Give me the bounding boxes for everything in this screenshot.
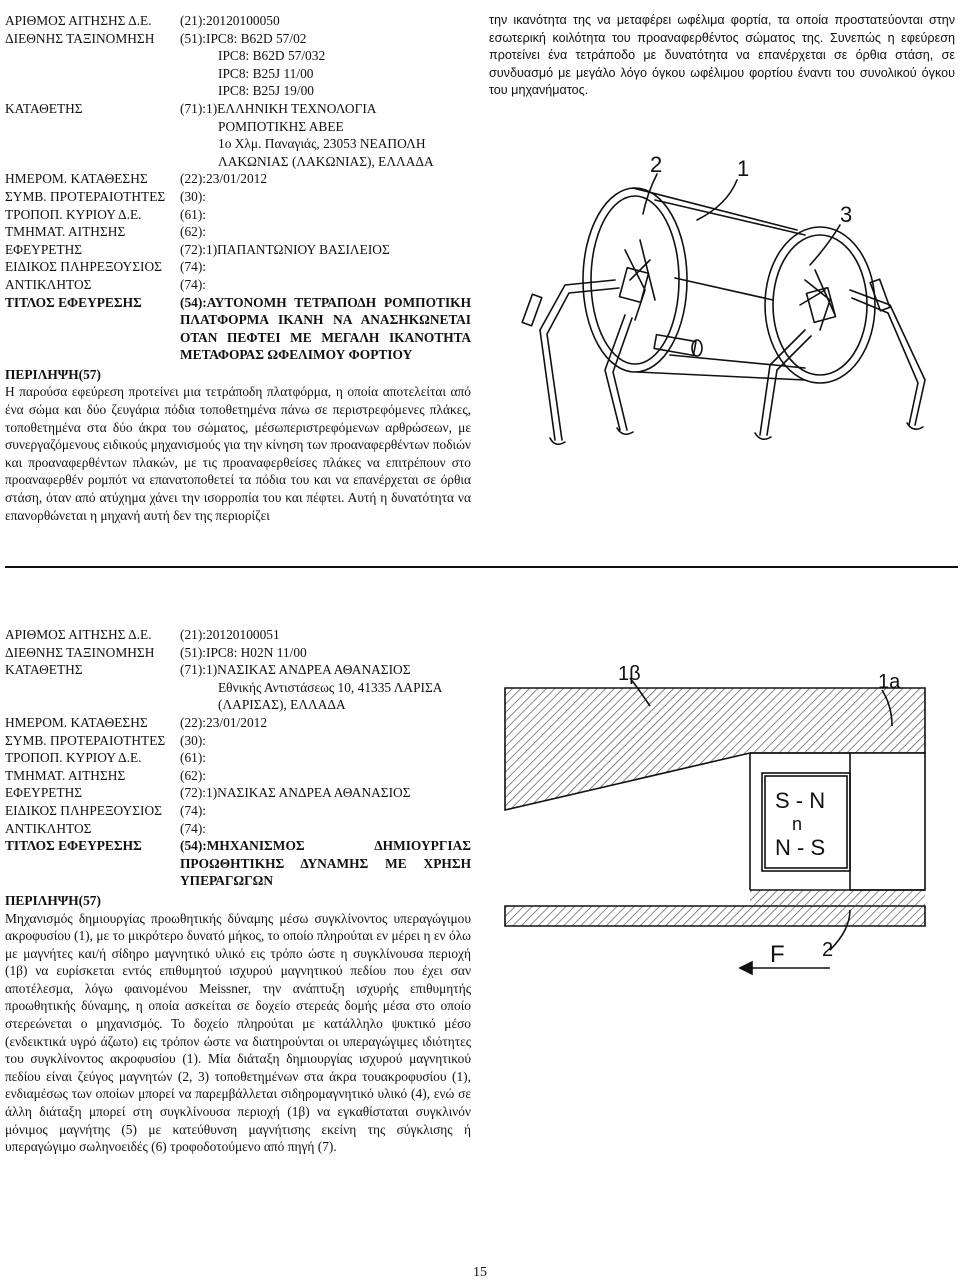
- entry2-abstract-text: Μηχανισμός δημιουργίας προωθητικής δύναμης μέσω συγκλίνοντος υπεραγώγιμου ακροφυσίου (1), με το μικρότερο δυνατό μήκος, το οποίο πληρούται εν μέρει η εν όλω με μαγνήτες και/ή σίδηρο μαγνητικό υλικό εις τρόπο ώστε η συγκλίνουσα περιοχή (1β) να ευρίσκεται εντός επιθυμητού ισχυρού μαγνητικού πεδίου που έχει σαν αποτέλεσμα, λόγω φαινομένου Meissner, την ανάπτυξη ισχυρής επιθυμητής προωθητικής δύναμης, η οποία ασκείται σε δοχείο στερεάς δομής μέσα στο οποίο στερεώνεται ο μηχανισμός. Το δοχείο πληρούται με κατάλληλο ψυκτικό μέσο (ενδεικτικά υγρό άζωτο) εις τρόπον ώστε να διατηρούνται οι υπεραγώγιμες ιδιότητες του συγκλίνοντος ακροφυσίου (1). Μία διάταξη δημιουργίας ισχυρού μαγνητικού πεδίου είναι ζεύγος μαγνητών (2, 3) τοποθετημένων στα άκρα τουακροφυσίου (1), ενδιαμέσως των οποίων μπορεί να παρεμβάλλεται σιδηρομαγνητικό υλικό (4), ενώ σε άλλη διάταξη μπορεί στη συγκλίνουσα περιοχή (1β) να εγκαθίσταται συγκλινόν μόνιμος μαγνήτης (5) με κατεύθυνση μαγνήτισης εκείνη της σύγκλισης ή υπεραγώγιμο σωληνοειδές (6) τροφοδοτούμενο από πηγή (7).: [5, 910, 471, 1155]
- entry1-title-key: ΤΙΤΛΟΣ ΕΦΕΥΡΕΣΗΣ: [5, 294, 142, 310]
- entry1-meta-value: [180, 258, 471, 276]
- entry2-title-value: (54):ΜΗΧΑΝΙΣΜΟΣ ΔΗΜΙΟΥΡΓΙΑΣ ΠΡΟΩΘΗΤΙΚΗΣ ΔΥΝΑΜΗΣ ΜΕ ΧΡΗΣΗ ΥΠΕΡΑΓΩΓΩΝ: [180, 838, 471, 889]
- entry1-meta-value-line: 1ο Χλμ. Παναγιάς, 23053 ΝΕΑΠΟΛΗ: [218, 136, 426, 152]
- entry2-nozzle-drawing: [500, 658, 940, 988]
- entry1-meta-key: ΗΜΕΡΟΜ. ΚΑΤΑΘΕΣΗΣ: [5, 171, 148, 187]
- entry2-meta-value: [180, 802, 471, 820]
- entry1-meta-value-line: (61):: [180, 206, 207, 222]
- entry1-meta-value-line: (51):IPC8: B62D 57/02: [180, 30, 307, 46]
- page-number: 15: [473, 1265, 487, 1280]
- entry2-meta-value-line: Εθνικής Αντιστάσεως 10, 41335 ΛΑΡΙΣΑ: [218, 679, 443, 695]
- entry1-meta-value-line: (71):1)ΕΛΛΗΝΙΚΗ ΤΕΧΝΟΛΟΓΙΑ: [180, 100, 377, 116]
- entry2-meta-key: ΗΜΕΡΟΜ. ΚΑΤΑΘΕΣΗΣ: [5, 714, 148, 730]
- entry2-meta-value-line: (ΛΑΡΙΣΑΣ), ΕΛΛΑΔΑ: [218, 697, 346, 713]
- entry2-meta-key: ΔΙΕΘΝΗΣ ΤΑΞΙΝΟΜΗΣΗ: [5, 644, 155, 660]
- entry1-meta-value-line: (74):: [180, 259, 207, 275]
- nozzle-label-f: F: [770, 941, 785, 968]
- entry1-meta-value: [180, 241, 471, 259]
- entry2-meta-value-line: (61):: [180, 750, 207, 766]
- entry2-meta-value-line: (51):IPC8: H02N 11/00: [180, 644, 307, 660]
- entry2-title-row: [5, 837, 471, 890]
- entry2-meta-value-line: (71):1)ΝΑΣΙΚΑΣ ΑΝΔΡΕΑ ΑΘΑΝΑΣΙΟΣ: [180, 662, 411, 678]
- entry1-meta-key: ΔΙΕΘΝΗΣ ΤΑΞΙΝΟΜΗΣΗ: [5, 30, 155, 46]
- entry2-meta-value-line: (62):: [180, 767, 207, 783]
- nozzle-label-1a: 1a: [878, 671, 901, 693]
- entry1-meta-value: [180, 188, 471, 206]
- entry2-meta-key: ΕΦΕΥΡΕΤΗΣ: [5, 785, 83, 801]
- entry2-meta-value-line: (21):20120100051: [180, 627, 280, 642]
- entry1-meta-value: [180, 30, 471, 100]
- entry1-meta-key: ΚΑΤΑΘΕΤΗΣ: [5, 100, 83, 116]
- entry2-title-key: ΤΙΤΛΟΣ ΕΦΕΥΡΕΣΗΣ: [5, 838, 142, 854]
- entry2-meta-value-line: (22):23/01/2012: [180, 714, 268, 730]
- nozzle-label-1b: 1β: [618, 663, 641, 685]
- entry2-meta-key: ΚΑΤΑΘΕΤΗΣ: [5, 662, 83, 678]
- entry1-meta-value-line: (30):: [180, 188, 207, 204]
- entry2-meta-value-line: (74):: [180, 820, 207, 836]
- entry2-abstract-heading: ΠΕΡΙΛΗΨΗ(57): [5, 892, 101, 908]
- entry1-meta-key: ΤΡΟΠΟΠ. ΚΥΡΙΟΥ Δ.Ε.: [5, 206, 142, 222]
- entry1-meta-key: ΣΥΜΒ. ΠΡΟΤΕΡΑΙΟΤΗΤΕΣ: [5, 188, 166, 204]
- entry1-meta-value-line: (74):: [180, 276, 207, 292]
- entry1-title-value: (54):ΑΥΤΟΝΟΜΗ ΤΕΤΡΑΠΟΔΗ ΡΟΜΠΟΤΙΚΗ ΠΛΑΤΦΟΡΜΑ ΙΚΑΝΗ ΝΑ ΑΝΑΣΗΚΩΝΕΤΑΙ ΟΤΑΝ ΠΕΦΤΕΙ ΜΕ ΜΕΓΑΛΗ ΙΚΑΝΟΤΗΤΑ ΜΕΤΑΦΟΡΑΣ ΩΦΕΛΙΜΟΥ ΦΟΡΤΙΟΥ: [180, 294, 471, 363]
- robot-label-3: 3: [840, 202, 853, 227]
- entry2-meta-value-line: (74):: [180, 802, 207, 818]
- robot-label-2: 2: [650, 152, 663, 177]
- entry1-meta-value-line: ΛΑΚΩΝΙΑΣ (ΛΑΚΩΝΙΑΣ), ΕΛΛΑΔΑ: [218, 153, 434, 169]
- entry1-meta-key: ΑΡΙΘΜΟΣ ΑΙΤΗΣΗΣ Δ.Ε.: [5, 13, 152, 28]
- robot-label-1: 1: [737, 156, 750, 181]
- entry1-meta-value-line: ΡΟΜΠΟΤΙΚΗΣ ΑΒΕΕ: [218, 118, 344, 134]
- entry2-meta-value: [180, 820, 471, 838]
- nozzle-label-ns: N - S: [775, 835, 826, 860]
- entry1-metadata: [5, 12, 471, 294]
- entry1-meta-value: [180, 100, 471, 170]
- entry1-meta-value-line: IPC8: B25J 19/00: [218, 83, 314, 99]
- entry1-abstract-text: Η παρούσα εφεύρεση προτείνει μια τετράποδη πλατφόρμα, η οποία αποτελείται από ένα σώμα και δύο ζευγάρια πόδια τοποθετημένα πάνω σε περιστρεφόμενες πλάκες, τοποθετημένα στα δύο άκρα του σώματος, μέσωπεριστρεφόμενων αρθρώσεων, με συνεργαζόμενους ειδικούς μηχανισμούς για την κίνηση των προαναφερθέντων ποδιών και προαναφερθέντων πλακών, με τις προαναφερθείσες πλάκες να επιτρέπουν στο προαναφερθέν ρομπότ να επανατοποθετεί τα πόδια του και να επανέρχεται σε όρθια στάση, όταν από ατύχημα χάνει την ισορροπία του και πέφτει. Αυτή η δυνατότητα να επανορθώνεται η μηχανή αυτή δεν της περιορίζει: [5, 384, 471, 523]
- entry2-meta-value-line: (30):: [180, 732, 207, 748]
- section-divider: [5, 566, 958, 568]
- entry2-metadata: [5, 626, 471, 837]
- entry2-meta-key: ΑΡΙΘΜΟΣ ΑΙΤΗΣΗΣ Δ.Ε.: [5, 627, 152, 642]
- entry1-meta-value-line: (72):1)ΠΑΠΑΝΤΩΝΙΟΥ ΒΑΣΙΛΕΙΟΣ: [180, 241, 390, 257]
- entry2-meta-value: [180, 749, 471, 767]
- entry2-meta-value: [180, 784, 471, 802]
- entry1-meta-value-line: (62):: [180, 224, 207, 240]
- entry1-right-column: [489, 12, 955, 100]
- entry1-meta-value-line: IPC8: B25J 11/00: [218, 65, 314, 81]
- entry1-meta-value-line: (21):20120100050: [180, 13, 280, 28]
- entry1-meta-value: [180, 12, 471, 30]
- entry2-meta-key: ΤΜΗΜΑΤ. ΑΙΤΗΣΗΣ: [5, 767, 126, 783]
- entry2-meta-value: [180, 661, 471, 714]
- entry1-meta-value: [180, 170, 471, 188]
- entry1-meta-value-line: (22):23/01/2012: [180, 171, 268, 187]
- entry2-meta-value: [180, 767, 471, 785]
- entry1-meta-value-line: IPC8: B62D 57/032: [218, 48, 326, 64]
- entry1-meta-key: ΕΦΕΥΡΕΤΗΣ: [5, 241, 83, 257]
- entry2-meta-value: [180, 732, 471, 750]
- entry2-meta-value: [180, 714, 471, 732]
- entry1-robot-drawing: [505, 140, 945, 450]
- entry1-left-column: [5, 12, 471, 524]
- entry1-meta-value: [180, 206, 471, 224]
- entry1-abstract-continued: την ικανότητα της να μεταφέρει ωφέλιμα φορτία, τα οποία προστατεύονται στην εσωτερική κοιλότητα του προαναφερθέντος σώματος της. Συνεπώς η εφεύρεση προτείνει ένα τετράποδο με δυνατότητα να επανέρχεται σε όρθια στάση, σε συνδυασμό με μεγάλο λόγο όγκου ωφέλιμου φορτίου έναντι του συνολικού όγκου του μηχανήματος.: [489, 13, 955, 98]
- entry2-meta-key: ΕΙΔΙΚΟΣ ΠΛΗΡΕΞΟΥΣΙΟΣ: [5, 802, 162, 818]
- entry1-meta-key: ΤΜΗΜΑΤ. ΑΙΤΗΣΗΣ: [5, 224, 126, 240]
- entry1-title-row: [5, 294, 471, 364]
- entry2-meta-key: ΑΝΤΙΚΛΗΤΟΣ: [5, 820, 92, 836]
- entry2-meta-value: [180, 644, 471, 662]
- entry2-meta-value: [180, 626, 471, 644]
- entry1-meta-key: ΑΝΤΙΚΛΗΤΟΣ: [5, 276, 92, 292]
- nozzle-label-n: n: [792, 814, 803, 834]
- entry1-meta-value: [180, 276, 471, 294]
- nozzle-label-2: 2: [822, 939, 834, 961]
- entry1-abstract-heading: ΠΕΡΙΛΗΨΗ(57): [5, 366, 101, 382]
- entry1-meta-key: ΕΙΔΙΚΟΣ ΠΛΗΡΕΞΟΥΣΙΟΣ: [5, 259, 162, 275]
- entry2-left-column: [5, 626, 471, 1156]
- nozzle-label-sn: S - N: [775, 788, 826, 813]
- entry1-meta-value: [180, 223, 471, 241]
- entry2-meta-value-line: (72):1)ΝΑΣΙΚΑΣ ΑΝΔΡΕΑ ΑΘΑΝΑΣΙΟΣ: [180, 785, 411, 801]
- entry2-meta-key: ΣΥΜΒ. ΠΡΟΤΕΡΑΙΟΤΗΤΕΣ: [5, 732, 166, 748]
- entry2-meta-key: ΤΡΟΠΟΠ. ΚΥΡΙΟΥ Δ.Ε.: [5, 750, 142, 766]
